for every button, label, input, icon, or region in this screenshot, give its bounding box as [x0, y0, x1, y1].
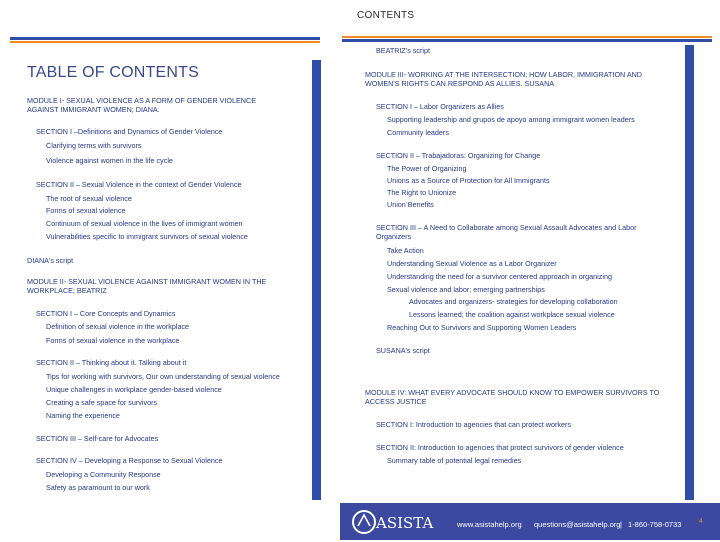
top-rule-orange-right: [342, 36, 712, 38]
section-2-1-b[interactable]: Forms of sexual violence in the workplace: [46, 336, 180, 345]
section-4-1[interactable]: SECTION I: Introduction to agencies that can protect workers: [376, 420, 571, 429]
section-3-2-a[interactable]: The Power of Organizing: [387, 164, 467, 173]
section-1-1[interactable]: SECTION I –Definitions and Dynamics of Gender Violence: [36, 127, 223, 136]
module-4-heading[interactable]: MODULE IV: WHAT EVERY ADVOCATE SHOULD KNOW TO EMPOWER SURVIVORS TO ACCESS JUSTICE: [365, 388, 660, 406]
section-2-4[interactable]: SECTION IV – Developing a Response to Sexual Violence: [36, 456, 223, 465]
section-3-2-c[interactable]: The Right to Unionize: [387, 188, 457, 197]
section-1-2-c[interactable]: Continuum of sexual violence in the lives of immigrant women: [46, 219, 243, 228]
phone-number[interactable]: 1-860-758-0733: [628, 520, 682, 529]
beatriz-script[interactable]: BEATRIZ's script: [376, 46, 430, 55]
section-3-3-c[interactable]: Understanding the need for a survivor centered approach in organizing: [387, 272, 612, 281]
section-3-3[interactable]: SECTION III – A Need to Collaborate among Sexual Assault Advocates and Labor Organizers: [376, 223, 637, 241]
section-2-1-a[interactable]: Definition of sexual violence in the workplace: [46, 322, 190, 331]
website-link[interactable]: www.asistahelp.org: [457, 520, 522, 529]
toc-title: TABLE OF CONTENTS: [27, 64, 200, 81]
section-2-4-a[interactable]: Developing a Community Response: [46, 470, 161, 479]
side-bar: [312, 60, 321, 500]
section-3-3-d[interactable]: Sexual violence and labor; emerging partnerships: [387, 285, 545, 294]
diana-script[interactable]: DIANA's script: [27, 256, 74, 265]
left-page: [0, 0, 340, 540]
section-3-2-d[interactable]: Union Benefits: [387, 200, 434, 209]
email-link[interactable]: questions@asistahelp.org: [534, 520, 621, 529]
module-3-heading[interactable]: MODULE III- WORKING AT THE INTERSECTION; HOW LABOR, IMMIGRATION AND WOMEN'S RIGHTS CAN RESPOND AS ALLIES. SUSANA: [365, 70, 643, 88]
right-page: [340, 0, 720, 540]
susana-script[interactable]: SUSANA's script: [376, 346, 430, 355]
section-2-4-b[interactable]: Safety as paramount to our work: [46, 483, 150, 492]
section-2-2-b[interactable]: Unique challenges in workplace gender-based violence: [46, 385, 222, 394]
section-1-2[interactable]: SECTION II – Sexual Violence in the context of Gender Violence: [36, 180, 242, 189]
footer-bar: [340, 503, 720, 540]
section-2-2[interactable]: SECTION II – Thinking about it. Talking about it: [36, 358, 187, 367]
section-2-1[interactable]: SECTION I – Core Concepts and Dynamics: [36, 309, 176, 318]
section-3-1-b[interactable]: Community leaders: [387, 128, 449, 137]
section-4-2[interactable]: SECTION II: Introduction to agencies that protect survivors of gender violence: [376, 443, 624, 452]
asista-logo[interactable]: [350, 507, 460, 537]
top-rule-navy-right: [342, 39, 712, 42]
section-3-1-a[interactable]: Supporting leadership and grupos de apoyo among immigrant women leaders: [387, 115, 635, 124]
section-1-2-a[interactable]: The root of sexual violence: [46, 194, 132, 203]
side-bar-right: [685, 45, 694, 500]
module-1-heading[interactable]: MODULE I- SEXUAL VIOLENCE AS A FORM OF GENDER VIOLENCE AGAINST IMMIGRANT WOMEN; DIANA.: [27, 96, 256, 114]
section-3-2-b[interactable]: Unions as a Source of Protection for All Immigrants: [387, 176, 550, 185]
section-1-1-a[interactable]: Clarifying terms with survivors: [46, 141, 142, 150]
section-2-2-d[interactable]: Naming the experience: [46, 411, 120, 420]
section-3-2[interactable]: SECTION II – Trabajadoras: Organizing for Change: [376, 151, 541, 160]
top-rule-navy: [10, 37, 320, 40]
section-3-3-b[interactable]: Understanding Sexual Violence as a Labor Organizer: [387, 259, 557, 268]
section-4-2-a[interactable]: Summary table of potential legal remedies: [387, 456, 522, 465]
contents-header: CONTENTS: [357, 10, 415, 21]
section-1-1-b[interactable]: Violence against women in the life cycle: [46, 156, 173, 165]
page-number: 4: [699, 518, 703, 525]
section-2-2-a[interactable]: Tips for working with survivors, Our own understanding of sexual violence: [46, 372, 280, 381]
top-rule-orange: [10, 41, 320, 43]
asista-logo-icon: [350, 507, 460, 537]
section-3-3-g[interactable]: Reaching Out to Survivors and Supporting Women Leaders: [387, 323, 577, 332]
logo-wordmark: ASISTA: [376, 514, 434, 532]
module-2-heading[interactable]: MODULE II- SEXUAL VIOLENCE AGAINST IMMIGRANT WOMEN IN THE WORKPLACE; BEATRIZ: [27, 277, 267, 295]
section-2-2-c[interactable]: Creating a safe space for survivors: [46, 398, 158, 407]
section-2-3[interactable]: SECTION III – Self-care for Advocates: [36, 434, 159, 443]
section-3-3-a[interactable]: Take Action: [387, 246, 424, 255]
footer-separator: |: [620, 520, 622, 529]
section-1-2-d[interactable]: Vulnerabilities specific to immigrant survivors of sexual violence: [46, 232, 248, 241]
section-3-3-f[interactable]: Lessons learned; the coalition against workplace sexual violence: [409, 310, 615, 319]
section-3-1[interactable]: SECTION I – Labor Organizers as Allies: [376, 102, 504, 111]
section-3-3-e[interactable]: Advocates and organizers- strategies for developing collaboration: [409, 297, 618, 306]
section-1-2-b[interactable]: Forms of sexual violence: [46, 206, 126, 215]
